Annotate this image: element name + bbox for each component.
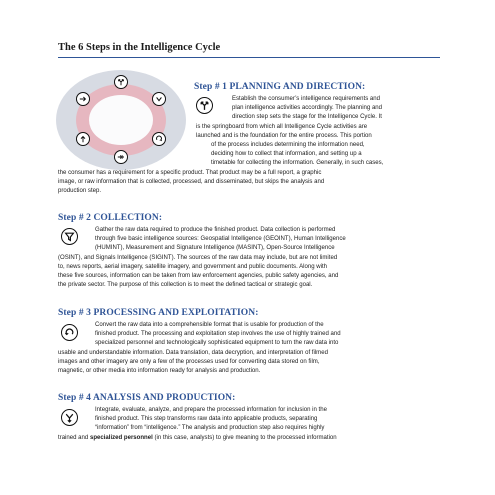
fork-arrow-icon [114,75,128,89]
text-line: finished product. The processing and exploitation step involves the use of highly trained and [95,331,341,338]
text-run: (in this case, analysts) to give meaning to the processed information [152,434,337,441]
text-line: (OSINT), and Signals Intelligence (SIGINT). The sources of the raw data may include, but are not limited [58,254,338,261]
title-underline [58,57,440,58]
step-3-heading: Step # 3 PROCESSING AND EXPLOITATION: [58,308,259,318]
text-line: usable and understandable information. Data translation, data decryption, and interpretation of filmed [58,349,328,356]
text-line: images and other imagery are only a few of the processes used for converting data stored on film, [58,358,320,365]
step-1-text-top [232,95,382,123]
arrow-right-icon [76,92,90,106]
step-1-heading: Step # 1 PLANNING AND DIRECTION: [194,82,366,92]
step-2-text-top [95,226,346,254]
text-run: trained and [58,434,90,441]
text-line: Integrate, evaluate, analyze, and prepare the processed information for inclusion in the [95,407,327,413]
circular-arrows-icon [61,324,78,341]
step-2-text-bottom [58,254,338,291]
text-line: production step. [58,188,102,194]
text-line: finished product. This step transforms raw data into applicable products, separating [95,416,318,423]
step-4-text-bottom [58,434,337,443]
text-line: (HUMINT), Measurement and Signature Intelligence (MASINT), Open-Source Intelligence [95,245,335,252]
funnel-icon [61,228,78,245]
text-line: through five basic intelligence sources: Geospatial Intelligence (GEOINT), Human Intelligence [95,236,346,243]
step-1-text-lower [211,141,383,169]
text-line: magnetic, or other media into information ready for analysis and production. [58,368,261,374]
arrow-up-icon [76,132,90,146]
intelligence-cycle-graphic [56,70,186,170]
text-line: is the springboard from which all Intelligence Cycle activities are [196,123,368,130]
text-line: Gather the raw data required to produce the finished product. Data collection is performed [95,227,336,233]
cycle-center [89,95,153,145]
ring-arrow-icon [152,132,166,146]
step-4-text-top [95,406,327,434]
text-line: “information” from “intelligence.” The analysis and production step also requires highly [95,425,325,432]
text-line: Establish the consumer’s intelligence requirements and [232,96,381,102]
fork-arrow-icon [196,97,213,114]
double-arrow-icon [114,150,128,164]
text-line: Convert the raw data into a comprehensible format that is usable for production of the [95,322,324,328]
text-line: image, or raw information that is collected, processed, and disseminated, but skips the analysis and [58,178,325,185]
text-line: deciding how to collect that information, and setting up a [211,151,362,158]
text-line: plan intelligence activities accordingly. The planning and [232,105,383,112]
text-line: direction step sets the stage for the Intelligence Cycle. It [232,114,382,121]
document-title: The 6 Steps in the Intelligence Cycle [58,42,221,53]
text-line: launched and is the foundation for the entire process. This portion [196,132,372,139]
merge-arrows-icon [61,409,78,426]
step-3-text-bottom [58,349,328,377]
text-line [58,434,337,443]
text-line: to, news reports, aerial imagery, satellite imagery, and government and public documents. Along with [58,263,328,270]
text-line: these five sources, information can be taken from law enforcement agencies, public safety agencies, and [58,273,339,279]
text-line: the private sector. The purpose of this collection is to meet the defined tactical or strategic goal. [58,282,313,289]
text-line: the consumer has a requirement for a specific product. That product may be a full report, a graphic [58,169,322,176]
step-1-text-middle [196,123,372,141]
step-2-heading: Step # 2 COLLECTION: [58,213,163,223]
step-4-heading: Step # 4 ANALYSIS AND PRODUCTION: [58,393,236,403]
step-1-text-bottom [58,169,324,197]
text-line: specialized personnel and technologically sophisticated equipment to turn the raw data into [95,340,339,347]
text-line: of the process includes determining the information need, [211,142,365,148]
text-line: timetable for collecting the information. Generally, in such cases, [211,160,384,167]
bold-phrase: specialized personnel [89,434,153,441]
step-3-text-top [95,321,341,349]
chevron-down-icon [152,92,166,106]
